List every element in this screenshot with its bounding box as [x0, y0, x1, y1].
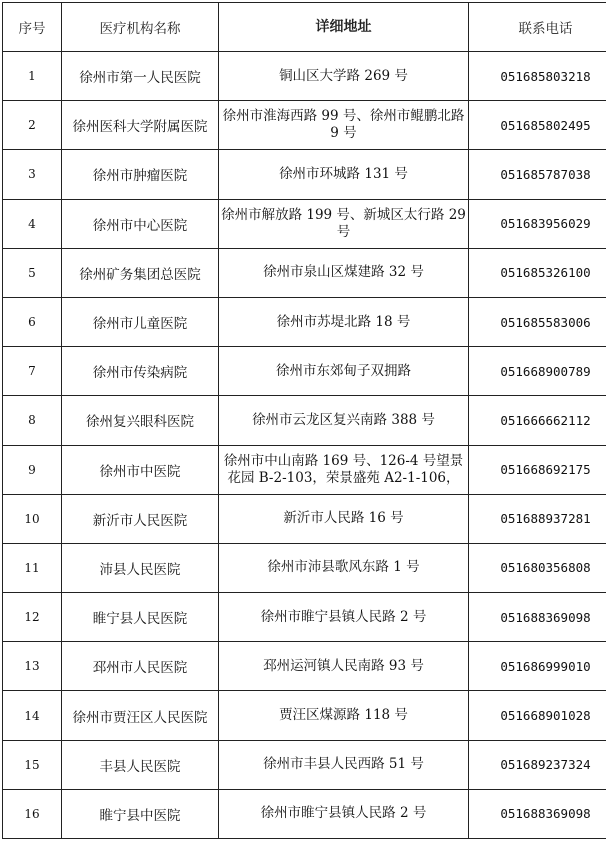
cell-phone: 051685583006	[469, 297, 606, 346]
table-row	[3, 593, 606, 642]
cell-name: 沛县人民医院	[62, 543, 219, 592]
table-row	[3, 297, 606, 346]
cell-phone: 051685787038	[469, 150, 606, 199]
table-row	[3, 494, 606, 543]
cell-name: 徐州市第一人民医院	[62, 52, 219, 101]
cell-index: 11	[3, 543, 62, 592]
cell-address: 徐州市泉山区煤建路 32 号	[219, 248, 469, 297]
cell-name: 新沂市人民医院	[62, 494, 219, 543]
cell-address: 徐州市睢宁县镇人民路 2 号	[219, 789, 469, 838]
cell-phone: 051668900789	[469, 347, 606, 396]
cell-name: 徐州医科大学附属医院	[62, 101, 219, 150]
table-row	[3, 52, 606, 101]
cell-phone: 051666662112	[469, 396, 606, 445]
cell-name: 邳州市人民医院	[62, 642, 219, 691]
cell-phone: 051668692175	[469, 445, 606, 494]
cell-phone: 051668901028	[469, 691, 606, 740]
cell-phone: 051688369098	[469, 789, 606, 838]
cell-phone: 051685803218	[469, 52, 606, 101]
cell-name: 徐州市肿瘤医院	[62, 150, 219, 199]
cell-address: 邳州运河镇人民南路 93 号	[219, 642, 469, 691]
cell-phone: 051680356808	[469, 543, 606, 592]
cell-address: 徐州市东郊甸子双拥路	[219, 347, 469, 396]
cell-address: 徐州市沛县歌风东路 1 号	[219, 543, 469, 592]
cell-index: 13	[3, 642, 62, 691]
cell-address: 徐州市淮海西路 99 号、徐州市鲲鹏北路 9 号	[219, 101, 469, 150]
cell-index: 8	[3, 396, 62, 445]
cell-name: 徐州市中心医院	[62, 199, 219, 248]
cell-index: 5	[3, 248, 62, 297]
cell-phone: 051688369098	[469, 593, 606, 642]
header-phone: 联系电话	[469, 3, 606, 52]
cell-address: 徐州市云龙区复兴南路 388 号	[219, 396, 469, 445]
cell-index: 7	[3, 347, 62, 396]
hospital-table	[2, 2, 606, 839]
cell-phone: 051686999010	[469, 642, 606, 691]
table-row	[3, 101, 606, 150]
cell-index: 4	[3, 199, 62, 248]
cell-phone: 051685326100	[469, 248, 606, 297]
cell-index: 10	[3, 494, 62, 543]
cell-index: 2	[3, 101, 62, 150]
cell-index: 15	[3, 740, 62, 789]
cell-name: 徐州市中医院	[62, 445, 219, 494]
cell-address: 徐州市苏堤北路 18 号	[219, 297, 469, 346]
cell-name: 徐州市传染病院	[62, 347, 219, 396]
cell-address: 徐州市丰县人民西路 51 号	[219, 740, 469, 789]
cell-name: 徐州市儿童医院	[62, 297, 219, 346]
table-row	[3, 445, 606, 494]
table-row	[3, 789, 606, 838]
header-name: 医疗机构名称	[62, 3, 219, 52]
cell-phone: 051688937281	[469, 494, 606, 543]
cell-name: 睢宁县中医院	[62, 789, 219, 838]
cell-index: 16	[3, 789, 62, 838]
cell-phone: 051689237324	[469, 740, 606, 789]
header-address: 详细地址	[219, 3, 469, 52]
cell-address: 新沂市人民路 16 号	[219, 494, 469, 543]
table-row	[3, 199, 606, 248]
header-index: 序号	[3, 3, 62, 52]
cell-name: 徐州复兴眼科医院	[62, 396, 219, 445]
table-body	[3, 52, 606, 839]
table-row	[3, 691, 606, 740]
table-row	[3, 642, 606, 691]
cell-address: 铜山区大学路 269 号	[219, 52, 469, 101]
cell-index: 1	[3, 52, 62, 101]
table-row	[3, 396, 606, 445]
table-header-row	[3, 3, 606, 52]
cell-index: 3	[3, 150, 62, 199]
table-row	[3, 150, 606, 199]
cell-address: 徐州市中山南路 169 号、126-4 号望景花园 B-2-103，荣景盛苑 A2-1-106，	[219, 445, 469, 494]
cell-address: 徐州市解放路 199 号、新城区太行路 29 号	[219, 199, 469, 248]
cell-address: 徐州市环城路 131 号	[219, 150, 469, 199]
cell-name: 徐州矿务集团总医院	[62, 248, 219, 297]
cell-name: 徐州市贾汪区人民医院	[62, 691, 219, 740]
cell-index: 12	[3, 593, 62, 642]
cell-index: 9	[3, 445, 62, 494]
cell-address: 贾汪区煤源路 118 号	[219, 691, 469, 740]
cell-index: 6	[3, 297, 62, 346]
cell-index: 14	[3, 691, 62, 740]
cell-name: 睢宁县人民医院	[62, 593, 219, 642]
cell-phone: 051685802495	[469, 101, 606, 150]
table-row	[3, 543, 606, 592]
cell-address: 徐州市睢宁县镇人民路 2 号	[219, 593, 469, 642]
cell-phone: 051683956029	[469, 199, 606, 248]
table-row	[3, 347, 606, 396]
table-row	[3, 740, 606, 789]
table-row	[3, 248, 606, 297]
cell-name: 丰县人民医院	[62, 740, 219, 789]
